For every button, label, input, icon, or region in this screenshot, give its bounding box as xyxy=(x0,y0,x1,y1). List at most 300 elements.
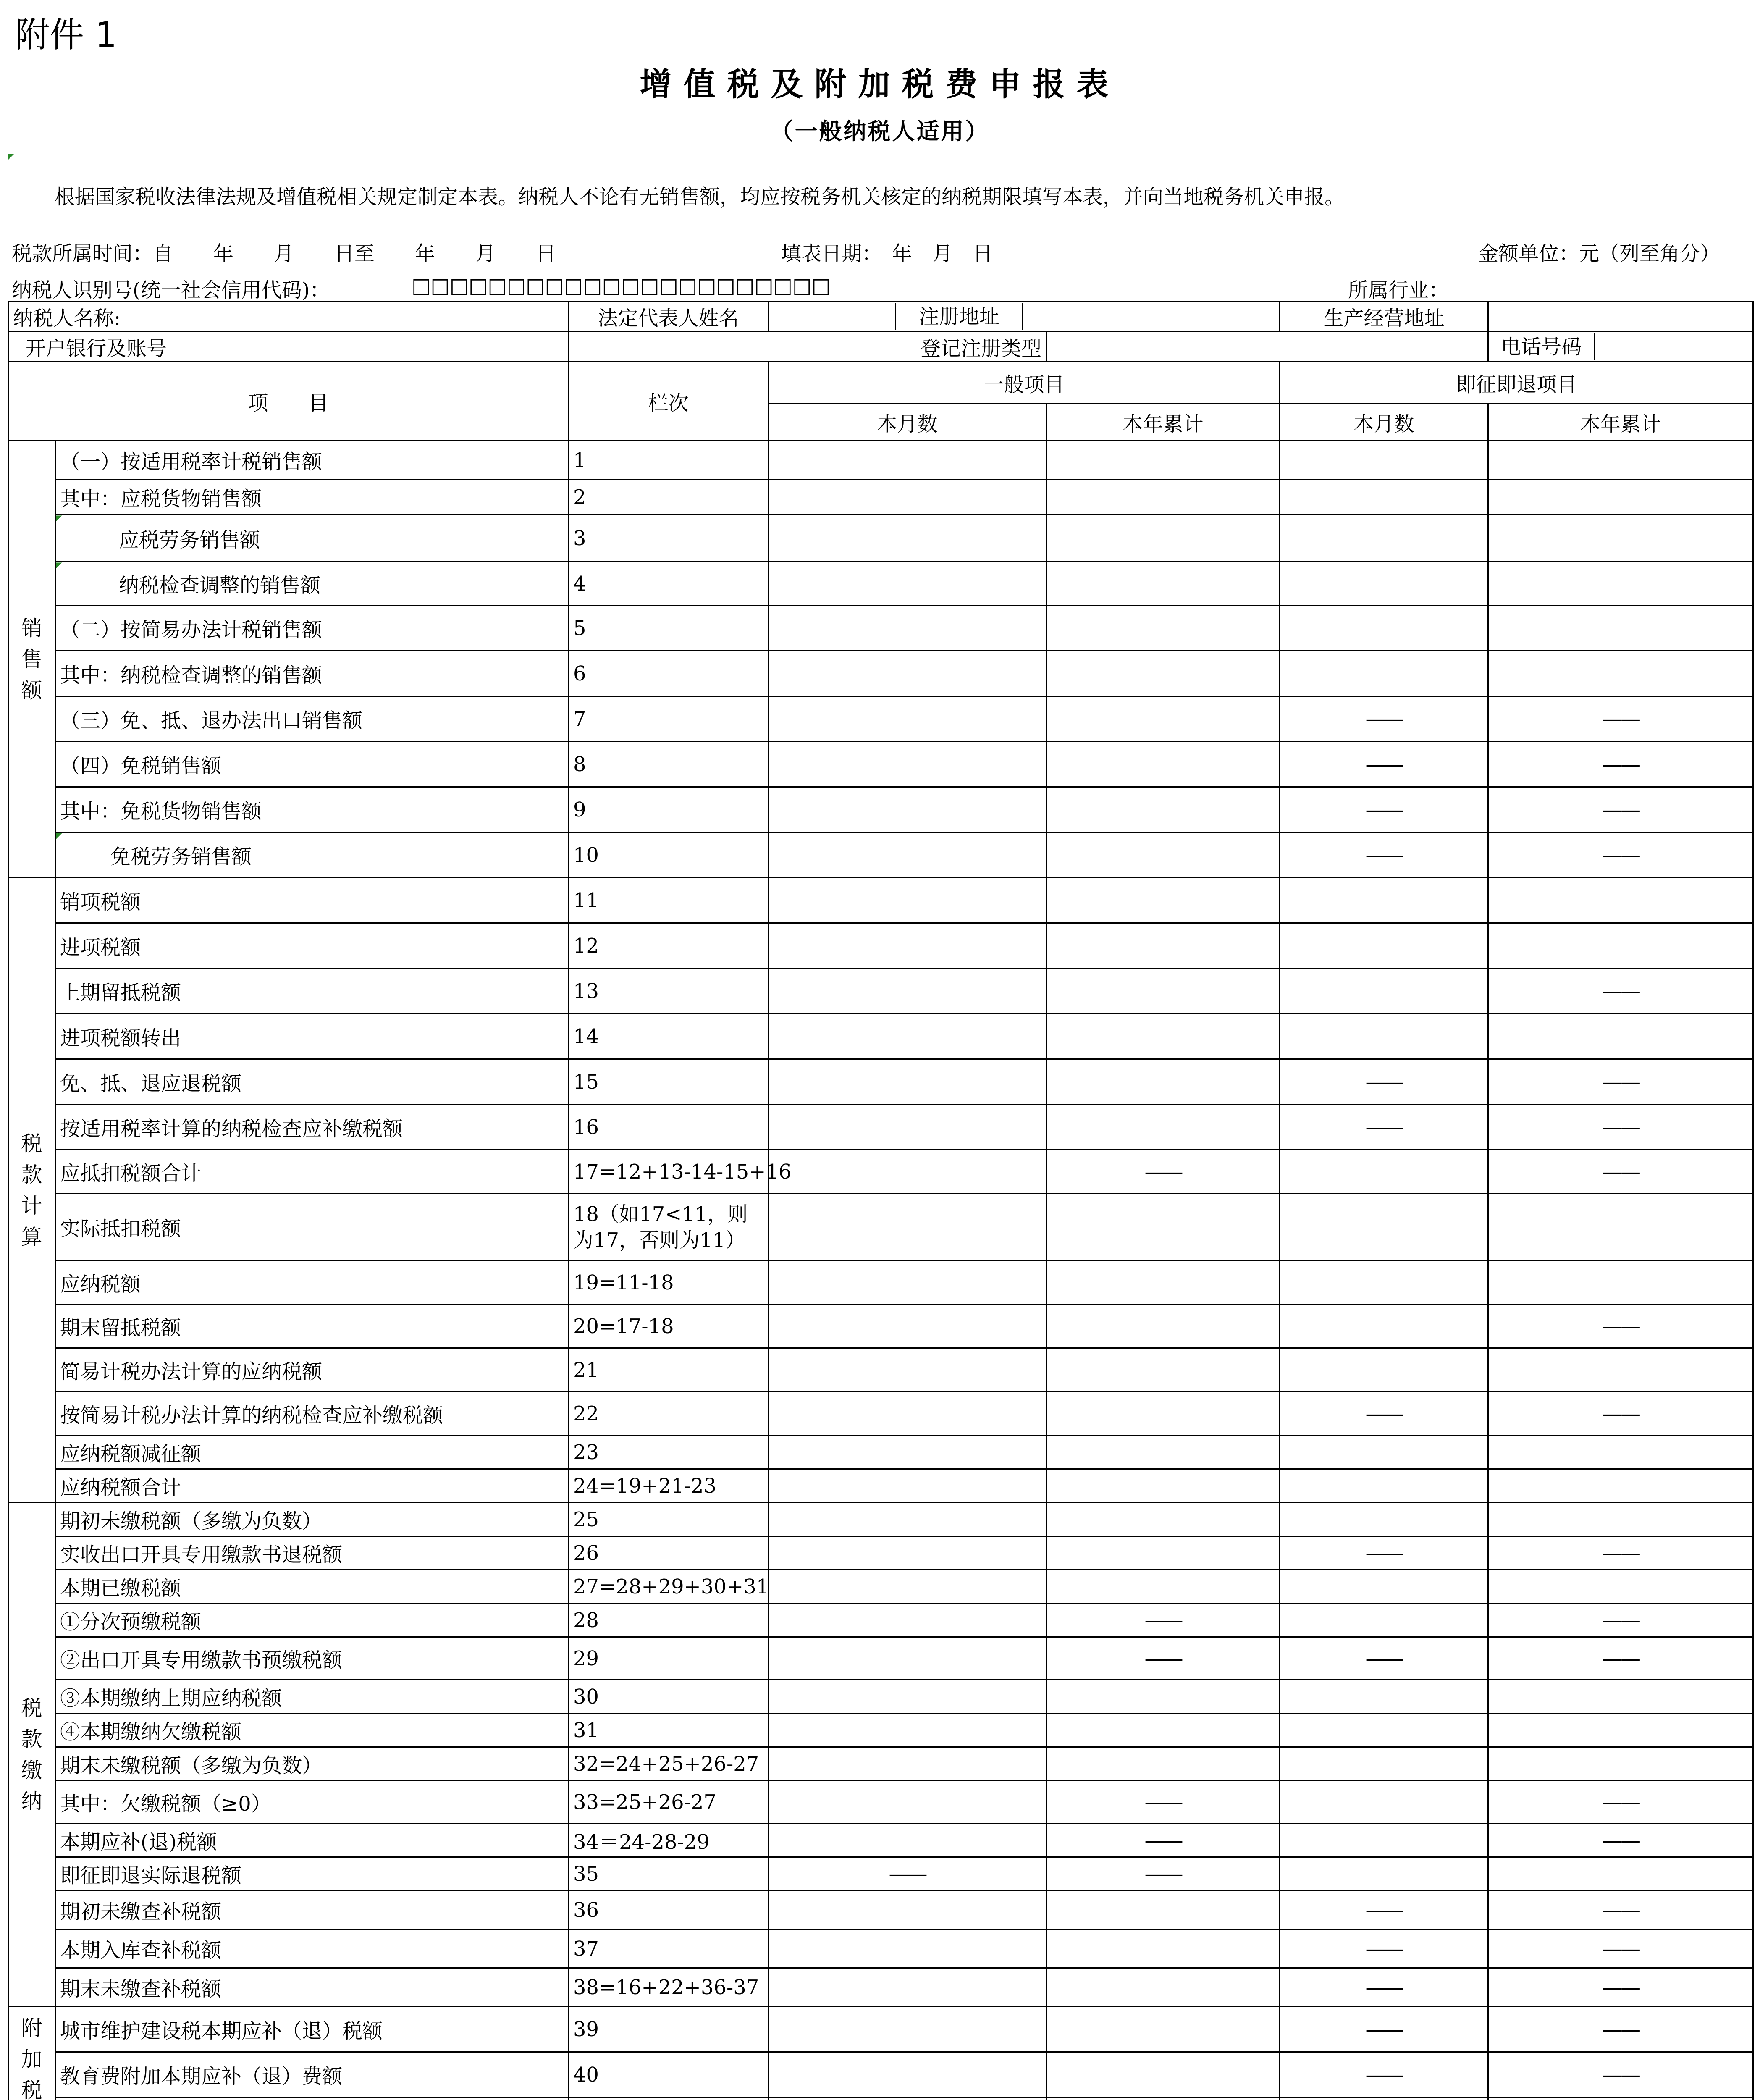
row-line-number: 4 xyxy=(569,562,769,606)
general-month-cell[interactable] xyxy=(769,1680,1047,1714)
general-ytd-cell[interactable] xyxy=(1047,878,1280,923)
general-ytd-cell[interactable] xyxy=(1047,441,1280,480)
immediate-month-cell[interactable] xyxy=(1280,562,1488,606)
general-ytd-cell[interactable] xyxy=(1047,1570,1280,1604)
row-item-label: （一）按适用税率计税销售额 xyxy=(55,441,569,480)
general-month-cell[interactable] xyxy=(769,1261,1047,1305)
phone-input[interactable] xyxy=(1595,333,1752,360)
general-month-cell[interactable] xyxy=(769,480,1047,515)
biz-address-input[interactable] xyxy=(1488,302,1753,332)
row-item-label: 本期已缴税额 xyxy=(55,1570,569,1604)
row-item-label: 应纳税额 xyxy=(55,1261,569,1305)
col-item-header: 项 目 xyxy=(8,362,569,441)
row-line-number: 36 xyxy=(569,1891,769,1929)
legal-rep-label: 法定代表人姓名 xyxy=(569,302,769,332)
row-line-number: 28 xyxy=(569,1604,769,1637)
not-applicable-dash: —— xyxy=(1488,742,1753,787)
row-line-number: 15 xyxy=(569,1059,769,1105)
general-month-cell[interactable] xyxy=(769,562,1047,606)
row-line-number: 10 xyxy=(569,832,769,878)
row-item-label: 销项税额 xyxy=(55,878,569,923)
general-month-cell[interactable] xyxy=(769,2052,1047,2097)
general-month-cell[interactable] xyxy=(769,1781,1047,1824)
general-month-cell[interactable] xyxy=(769,832,1047,878)
table-row xyxy=(8,606,1753,651)
row-line-number: 22 xyxy=(569,1392,769,1436)
row-line-number: 24=19+21-23 xyxy=(569,1469,769,1503)
not-applicable-dash: —— xyxy=(769,1857,1047,1891)
phone-cell xyxy=(1488,332,1753,362)
section-sales xyxy=(8,441,55,878)
declaration-table xyxy=(8,301,1754,2100)
table-row xyxy=(8,1194,1753,1261)
row-item-label: 应纳税额减征额 xyxy=(55,1436,569,1469)
col-immediate-month: 本月数 xyxy=(1280,404,1488,441)
not-applicable-dash: —— xyxy=(1488,1891,1753,1929)
row-item-label: 纳税检查调整的销售额 xyxy=(55,562,569,606)
legal-rep-input[interactable] xyxy=(769,303,896,330)
general-month-cell[interactable] xyxy=(769,1436,1047,1469)
taxpayer-id-boxes[interactable]: □□□□□□□□□□□□□□□□□□□□□□ xyxy=(412,274,831,297)
immediate-month-cell[interactable] xyxy=(1280,878,1488,923)
fill-date: 填表日期： 年 月 日 xyxy=(781,242,993,265)
immediate-month-cell[interactable] xyxy=(1280,1194,1488,1261)
row-line-number: 39 xyxy=(569,2007,769,2052)
row-line-number: 31 xyxy=(569,1714,769,1747)
row-line-number: 38=16+22+36-37 xyxy=(569,1968,769,2007)
general-month-cell[interactable] xyxy=(769,1150,1047,1194)
general-month-cell[interactable] xyxy=(769,1968,1047,2007)
not-applicable-dash: —— xyxy=(1488,1536,1753,1570)
not-applicable-dash: —— xyxy=(1047,1604,1280,1637)
general-ytd-cell[interactable] xyxy=(1047,1536,1280,1570)
row-item-label: 期末留抵税额 xyxy=(55,1305,569,1348)
not-applicable-dash: —— xyxy=(1488,1968,1753,2007)
immediate-month-cell[interactable] xyxy=(1280,606,1488,651)
col-immediate-header: 即征即退项目 xyxy=(1280,362,1753,404)
immediate-month-cell[interactable] xyxy=(1280,1604,1488,1637)
immediate-month-cell[interactable] xyxy=(1280,651,1488,696)
general-month-cell[interactable] xyxy=(769,923,1047,969)
not-applicable-dash: —— xyxy=(1047,1857,1280,1891)
immediate-month-cell[interactable] xyxy=(1280,480,1488,515)
immediate-month-cell[interactable] xyxy=(1280,1014,1488,1059)
not-applicable-dash: —— xyxy=(1488,787,1753,832)
form-subtitle: （一般纳税人适用） xyxy=(770,118,990,144)
row-line-number: 5 xyxy=(569,606,769,651)
row-line-number: 29 xyxy=(569,1637,769,1680)
row-item-label: ④本期缴纳欠缴税额 xyxy=(55,1714,569,1747)
reg-type-label: 登记注册类型 xyxy=(569,332,1047,362)
row-line-number: 25 xyxy=(569,1503,769,1536)
not-applicable-dash: —— xyxy=(1488,1059,1753,1105)
general-ytd-cell[interactable] xyxy=(1047,2007,1280,2052)
row-item-label: 期初未缴查补税额 xyxy=(55,1891,569,1929)
reg-address-label: 注册地址 xyxy=(896,303,1023,330)
immediate-ytd-cell[interactable] xyxy=(1488,606,1753,651)
not-applicable-dash: —— xyxy=(1280,2007,1488,2052)
table-row xyxy=(8,515,1753,562)
section-surtax-label: 附加税 xyxy=(21,2016,42,2100)
general-month-cell[interactable] xyxy=(769,1637,1047,1680)
table-row xyxy=(8,1714,1753,1747)
immediate-month-cell[interactable] xyxy=(1280,1570,1488,1604)
not-applicable-dash: —— xyxy=(1047,1781,1280,1824)
general-ytd-cell[interactable] xyxy=(1047,1968,1280,2007)
general-month-cell[interactable] xyxy=(769,1194,1047,1261)
table-row xyxy=(8,1392,1753,1436)
row-line-number: 30 xyxy=(569,1680,769,1714)
row-line-number: 2 xyxy=(569,480,769,515)
phone-label: 电话号码 xyxy=(1489,333,1595,360)
table-row xyxy=(8,1929,1753,1968)
immediate-month-cell[interactable] xyxy=(1280,1348,1488,1392)
table-row xyxy=(8,1305,1753,1348)
not-applicable-dash: —— xyxy=(1488,2052,1753,2097)
not-applicable-dash: —— xyxy=(1488,2007,1753,2052)
immediate-ytd-cell[interactable] xyxy=(1488,1469,1753,1503)
row-item-label: 期末未缴税额（多缴为负数） xyxy=(55,1747,569,1781)
immediate-month-cell[interactable] xyxy=(1280,1305,1488,1348)
immediate-month-cell[interactable] xyxy=(1280,1680,1488,1714)
row-line-number: 14 xyxy=(569,1014,769,1059)
not-applicable-dash xyxy=(1488,2097,1753,2100)
row-item-label: 其中：免税货物销售额 xyxy=(55,787,569,832)
general-month-cell[interactable] xyxy=(769,2097,1047,2100)
row-line-number: 17=12+13-14-15+16 xyxy=(569,1150,769,1194)
general-ytd-cell[interactable] xyxy=(1047,1194,1280,1261)
table-row xyxy=(8,1891,1753,1929)
col-immediate-ytd: 本年累计 xyxy=(1488,404,1753,441)
general-month-cell[interactable] xyxy=(769,1604,1047,1637)
col-line-header: 栏次 xyxy=(569,362,769,441)
general-ytd-cell[interactable] xyxy=(1047,606,1280,651)
general-month-cell[interactable] xyxy=(769,1105,1047,1150)
general-month-cell[interactable] xyxy=(769,441,1047,480)
not-applicable-dash: —— xyxy=(1280,1392,1488,1436)
immediate-ytd-cell[interactable] xyxy=(1488,1348,1753,1392)
col-general-header: 一般项目 xyxy=(769,362,1280,404)
general-ytd-cell[interactable] xyxy=(1047,1348,1280,1392)
immediate-month-cell[interactable] xyxy=(1280,441,1488,480)
table-row xyxy=(8,2052,1753,2097)
table-row xyxy=(8,1747,1753,1781)
row-line-number: 6 xyxy=(569,651,769,696)
general-ytd-cell[interactable] xyxy=(1047,923,1280,969)
general-ytd-cell[interactable] xyxy=(1047,787,1280,832)
table-row xyxy=(8,1469,1753,1503)
general-ytd-cell[interactable] xyxy=(1047,562,1280,606)
general-month-cell[interactable] xyxy=(769,878,1047,923)
table-row xyxy=(8,2097,1753,2100)
row-item-label: ③本期缴纳上期应纳税额 xyxy=(55,1680,569,1714)
not-applicable-dash: —— xyxy=(1280,1059,1488,1105)
immediate-ytd-cell[interactable] xyxy=(1488,1194,1753,1261)
row-item-label: 实际抵扣税额 xyxy=(55,1194,569,1261)
row-line-number: 11 xyxy=(569,878,769,923)
table-row xyxy=(8,1824,1753,1857)
immediate-month-cell[interactable] xyxy=(1280,1714,1488,1747)
table-row xyxy=(8,1261,1753,1305)
general-month-cell[interactable] xyxy=(769,1891,1047,1929)
immediate-ytd-cell[interactable] xyxy=(1488,1436,1753,1469)
general-ytd-cell[interactable] xyxy=(1047,1469,1280,1503)
general-ytd-cell[interactable] xyxy=(1047,515,1280,562)
row-line-number: 34＝24-28-29 xyxy=(569,1824,769,1857)
immediate-month-cell[interactable] xyxy=(1280,1436,1488,1469)
table-row xyxy=(8,562,1753,606)
row-item-label: 城市维护建设税本期应补（退）税额 xyxy=(55,2007,569,2052)
table-row xyxy=(8,1436,1753,1469)
general-month-cell[interactable] xyxy=(769,742,1047,787)
general-month-cell[interactable] xyxy=(769,651,1047,696)
general-month-cell[interactable] xyxy=(769,969,1047,1014)
section-surtax xyxy=(8,2007,55,2100)
reg-address-input[interactable] xyxy=(1023,303,1279,330)
row-item-label: 本期应补(退)税额 xyxy=(55,1824,569,1857)
row-line-number: 12 xyxy=(569,923,769,969)
row-item-label: （四）免税销售额 xyxy=(55,742,569,787)
section-tax-payment-label: 税款缴纳 xyxy=(21,1696,42,1814)
immediate-month-cell[interactable] xyxy=(1280,1150,1488,1194)
general-month-cell[interactable] xyxy=(769,787,1047,832)
immediate-month-cell[interactable] xyxy=(1280,1857,1488,1891)
immediate-month-cell[interactable] xyxy=(1280,969,1488,1014)
general-ytd-cell[interactable] xyxy=(1047,1436,1280,1469)
not-applicable-dash: —— xyxy=(1280,1105,1488,1150)
general-ytd-cell[interactable] xyxy=(1047,832,1280,878)
row-line-number: 26 xyxy=(569,1536,769,1570)
not-applicable-dash: —— xyxy=(1280,1968,1488,2007)
table-row xyxy=(8,878,1753,923)
general-month-cell[interactable] xyxy=(769,1503,1047,1536)
not-applicable-dash: —— xyxy=(1488,696,1753,742)
general-ytd-cell[interactable] xyxy=(1047,1714,1280,1747)
row-item-label: 本期入库查补税额 xyxy=(55,1929,569,1968)
table-row xyxy=(8,787,1753,832)
row-item-label: 按简易计税办法计算的纳税检查应补缴税额 xyxy=(55,1392,569,1436)
intro-text: 根据国家税收法律法规及增值税相关规定制定本表。纳税人不论有无销售额，均应按税务机关核定的纳税期限填写本表，并向当地税务机关申报。 xyxy=(55,185,1345,209)
not-applicable-dash: —— xyxy=(1488,969,1753,1014)
immediate-ytd-cell[interactable] xyxy=(1488,1747,1753,1781)
general-month-cell[interactable] xyxy=(769,1469,1047,1503)
immediate-month-cell[interactable] xyxy=(1280,515,1488,562)
table-row xyxy=(8,1781,1753,1824)
table-row xyxy=(8,1968,1753,2007)
table-row xyxy=(8,1680,1753,1714)
table-row xyxy=(8,651,1753,696)
row-line-number: 37 xyxy=(569,1929,769,1968)
row-line-number: 8 xyxy=(569,742,769,787)
row-item-label: 免、抵、退应退税额 xyxy=(55,1059,569,1105)
row-item-label: 应抵扣税额合计 xyxy=(55,1150,569,1194)
general-month-cell[interactable] xyxy=(769,1929,1047,1968)
immediate-ytd-cell[interactable] xyxy=(1488,1503,1753,1536)
not-applicable-dash: —— xyxy=(1280,742,1488,787)
not-applicable-dash: —— xyxy=(1047,1637,1280,1680)
row-item-label: 实收出口开具专用缴款书退税额 xyxy=(55,1536,569,1570)
taxpayer-name-label: 纳税人名称: xyxy=(8,302,569,332)
general-month-cell[interactable] xyxy=(769,1824,1047,1857)
immediate-month-cell[interactable] xyxy=(1280,1261,1488,1305)
row-line-number: 33=25+26-27 xyxy=(569,1781,769,1824)
not-applicable-dash: —— xyxy=(1488,1637,1753,1680)
immediate-ytd-cell[interactable] xyxy=(1488,562,1753,606)
row-line-number: 40 xyxy=(569,2052,769,2097)
immediate-ytd-cell[interactable] xyxy=(1488,878,1753,923)
general-month-cell[interactable] xyxy=(769,515,1047,562)
not-applicable-dash: —— xyxy=(1280,1637,1488,1680)
immediate-ytd-cell[interactable] xyxy=(1488,441,1753,480)
phone-inner xyxy=(1489,333,1752,360)
immediate-ytd-cell[interactable] xyxy=(1488,1680,1753,1714)
row-line-number xyxy=(569,2097,769,2100)
row-item-label: 其中：欠缴税额（≥0） xyxy=(55,1781,569,1824)
row-item-label: 上期留抵税额 xyxy=(55,969,569,1014)
general-ytd-cell[interactable] xyxy=(1047,651,1280,696)
immediate-month-cell[interactable] xyxy=(1280,1747,1488,1781)
general-ytd-cell[interactable] xyxy=(1047,1261,1280,1305)
section-tax-calc xyxy=(8,878,55,1503)
general-month-cell[interactable] xyxy=(769,1536,1047,1570)
row-item-label: 应税劳务销售额 xyxy=(55,515,569,562)
row-line-number: 13 xyxy=(569,969,769,1014)
immediate-ytd-cell[interactable] xyxy=(1488,515,1753,562)
row-item-label: 教育费附加本期应补（退）费额 xyxy=(55,2052,569,2097)
biz-address-label: 生产经营地址 xyxy=(1280,302,1488,332)
amount-unit: 金额单位：元（列至角分） xyxy=(1478,242,1721,265)
info-row-inner xyxy=(769,303,1279,330)
general-month-cell[interactable] xyxy=(769,1348,1047,1392)
general-month-cell[interactable] xyxy=(769,1059,1047,1105)
not-applicable-dash: —— xyxy=(1488,1824,1753,1857)
row-line-number: 32=24+25+26-27 xyxy=(569,1747,769,1781)
row-item-label: 其中：应税货物销售额 xyxy=(55,480,569,515)
general-ytd-cell[interactable] xyxy=(1047,1503,1280,1536)
row-item-label: 按适用税率计算的纳税检查应补缴税额 xyxy=(55,1105,569,1150)
row-item-label: 进项税额转出 xyxy=(55,1014,569,1059)
not-applicable-dash: —— xyxy=(1280,1891,1488,1929)
not-applicable-dash: —— xyxy=(1047,1150,1280,1194)
section-tax-calc-label: 税款计算 xyxy=(21,1131,42,1249)
general-ytd-cell[interactable] xyxy=(1047,1305,1280,1348)
row-item-label: （三）免、抵、退办法出口销售额 xyxy=(55,696,569,742)
table-row xyxy=(8,832,1753,878)
table-row xyxy=(8,480,1753,515)
not-applicable-dash: —— xyxy=(1280,696,1488,742)
general-ytd-cell[interactable] xyxy=(1047,480,1280,515)
general-ytd-cell[interactable] xyxy=(1047,2097,1280,2100)
general-ytd-cell[interactable] xyxy=(1047,1014,1280,1059)
row-item-label: 免税劳务销售额 xyxy=(55,832,569,878)
table-row xyxy=(8,923,1753,969)
immediate-ytd-cell[interactable] xyxy=(1488,651,1753,696)
general-ytd-cell[interactable] xyxy=(1047,2052,1280,2097)
row-item-label: 简易计税办法计算的应纳税额 xyxy=(55,1348,569,1392)
not-applicable-dash: —— xyxy=(1488,1305,1753,1348)
row-line-number: 27=28+29+30+31 xyxy=(569,1570,769,1604)
not-applicable-dash: —— xyxy=(1488,1604,1753,1637)
general-ytd-cell[interactable] xyxy=(1047,1059,1280,1105)
immediate-month-cell[interactable] xyxy=(1280,1781,1488,1824)
immediate-ytd-cell[interactable] xyxy=(1488,1857,1753,1891)
not-applicable-dash: —— xyxy=(1488,1781,1753,1824)
row-item-label: ①分次预缴税额 xyxy=(55,1604,569,1637)
general-month-cell[interactable] xyxy=(769,1014,1047,1059)
table-row xyxy=(8,2007,1753,2052)
general-ytd-cell[interactable] xyxy=(1047,969,1280,1014)
tax-period: 税款所属时间：自 年 月 日至 年 月 日 xyxy=(12,242,556,265)
attachment-label: 附件 1 xyxy=(15,15,117,55)
general-ytd-cell[interactable] xyxy=(1047,742,1280,787)
not-applicable-dash: —— xyxy=(1280,2052,1488,2097)
row-line-number: 21 xyxy=(569,1348,769,1392)
not-applicable-dash: —— xyxy=(1280,1929,1488,1968)
general-ytd-cell[interactable] xyxy=(1047,1392,1280,1436)
immediate-ytd-cell[interactable] xyxy=(1488,480,1753,515)
general-ytd-cell[interactable] xyxy=(1047,696,1280,742)
table-row xyxy=(8,1348,1753,1392)
not-applicable-dash: —— xyxy=(1488,1150,1753,1194)
row-item-label: （二）按简易办法计税销售额 xyxy=(55,606,569,651)
immediate-month-cell[interactable] xyxy=(1280,1469,1488,1503)
general-month-cell[interactable] xyxy=(769,1570,1047,1604)
general-ytd-cell[interactable] xyxy=(1047,1929,1280,1968)
immediate-ytd-cell[interactable] xyxy=(1488,1570,1753,1604)
row-line-number: 3 xyxy=(569,515,769,562)
not-applicable-dash: —— xyxy=(1488,1105,1753,1150)
table-row xyxy=(8,1059,1753,1105)
info-row-cells xyxy=(769,302,1280,332)
immediate-month-cell[interactable] xyxy=(1280,1824,1488,1857)
row-item-label xyxy=(55,2097,569,2100)
immediate-ytd-cell[interactable] xyxy=(1488,923,1753,969)
not-applicable-dash: —— xyxy=(1488,1929,1753,1968)
col-general-ytd: 本年累计 xyxy=(1047,404,1280,441)
immediate-ytd-cell[interactable] xyxy=(1488,1261,1753,1305)
general-ytd-cell[interactable] xyxy=(1047,1747,1280,1781)
general-ytd-cell[interactable] xyxy=(1047,1105,1280,1150)
immediate-ytd-cell[interactable] xyxy=(1488,1014,1753,1059)
row-line-number: 18（如17<11，则为17，否则为11） xyxy=(569,1194,769,1261)
immediate-month-cell[interactable] xyxy=(1280,1503,1488,1536)
section-tax-payment xyxy=(8,1503,55,2007)
row-line-number: 1 xyxy=(569,441,769,480)
immediate-ytd-cell[interactable] xyxy=(1488,1714,1753,1747)
col-general-month: 本月数 xyxy=(769,404,1047,441)
cell-marker xyxy=(8,154,14,160)
table-row xyxy=(8,1536,1753,1570)
general-month-cell[interactable] xyxy=(769,696,1047,742)
general-month-cell[interactable] xyxy=(769,606,1047,651)
general-month-cell[interactable] xyxy=(769,1747,1047,1781)
general-month-cell[interactable] xyxy=(769,1714,1047,1747)
general-month-cell[interactable] xyxy=(769,1305,1047,1348)
table-row xyxy=(8,1857,1753,1891)
not-applicable-dash: —— xyxy=(1280,832,1488,878)
section-sales-label: 销售额 xyxy=(21,616,42,703)
general-ytd-cell[interactable] xyxy=(1047,1891,1280,1929)
general-ytd-cell[interactable] xyxy=(1047,1680,1280,1714)
immediate-month-cell[interactable] xyxy=(1280,923,1488,969)
bank-account-label: 开户银行及账号 xyxy=(8,332,569,362)
table-row xyxy=(8,1105,1753,1150)
form-title: 增值税及附加税费申报表 xyxy=(640,66,1120,103)
reg-type-input[interactable] xyxy=(1047,332,1488,362)
general-month-cell[interactable] xyxy=(769,1392,1047,1436)
general-month-cell[interactable] xyxy=(769,2007,1047,2052)
not-applicable-dash: —— xyxy=(1488,832,1753,878)
